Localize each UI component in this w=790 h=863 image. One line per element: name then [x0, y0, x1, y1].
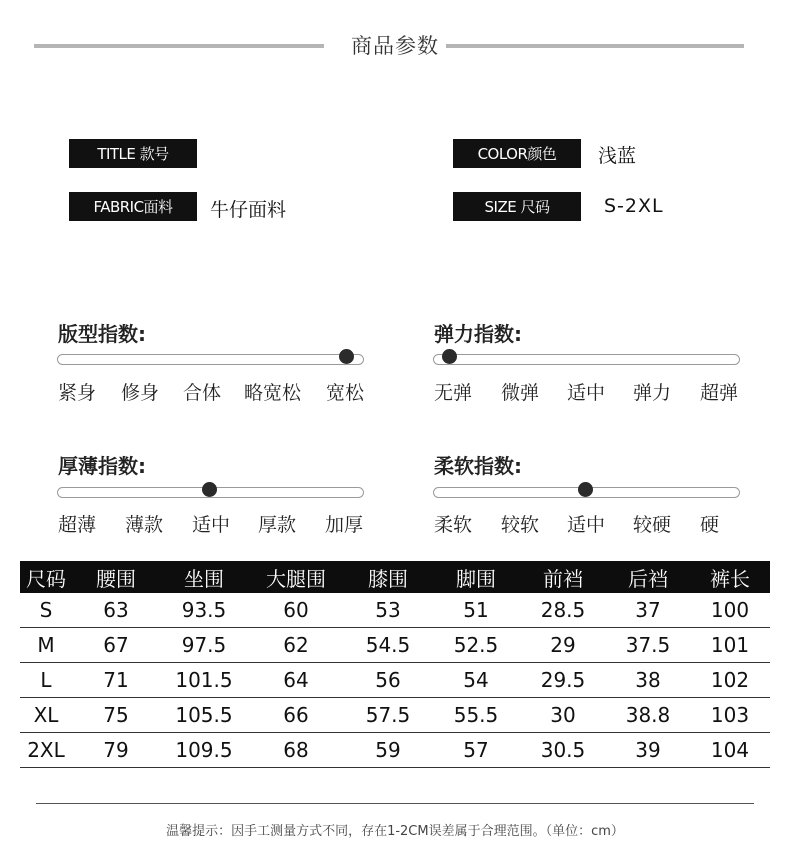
softness-label: 适中	[567, 514, 606, 536]
color-value: 浅蓝	[598, 145, 637, 167]
softness-index-title: 柔软指数:	[434, 454, 522, 478]
table-cell: 30.5	[520, 733, 606, 768]
table-header-cell: 裤长	[690, 561, 770, 593]
table-header-cell: 尺码	[20, 561, 72, 593]
elasticity-index-title: 弹力指数:	[434, 322, 522, 346]
softness-label: 硬	[700, 514, 720, 536]
thickness-label: 超薄	[58, 514, 97, 536]
table-cell: 104	[690, 733, 770, 768]
table-row	[20, 663, 770, 698]
table-cell: 39	[606, 733, 690, 768]
table-cell: 57.5	[344, 698, 432, 733]
table-cell: 2XL	[20, 733, 72, 768]
fabric-tag: FABRIC面料	[69, 192, 197, 221]
table-cell: 71	[72, 663, 160, 698]
table-cell: 37	[606, 593, 690, 628]
table-cell: 51	[432, 593, 520, 628]
table-cell: 64	[248, 663, 344, 698]
softness-label: 较硬	[633, 514, 672, 536]
table-cell: 101	[690, 628, 770, 663]
size-table	[20, 561, 770, 768]
table-cell: 28.5	[520, 593, 606, 628]
table-cell: 38.8	[606, 698, 690, 733]
table-cell: 105.5	[160, 698, 248, 733]
table-row	[20, 733, 770, 768]
page-title: 商品参数	[351, 34, 439, 58]
table-row	[20, 628, 770, 663]
header-line-right	[446, 44, 744, 48]
title-tag: TITLE 款号	[69, 139, 197, 168]
fit-label: 宽松	[326, 382, 365, 404]
table-cell: 59	[344, 733, 432, 768]
fit-index-track	[57, 354, 364, 365]
size-value: S-2XL	[604, 195, 664, 217]
table-cell: 37.5	[606, 628, 690, 663]
table-header-cell: 膝围	[344, 561, 432, 593]
table-cell: 53	[344, 593, 432, 628]
thickness-label: 加厚	[325, 514, 364, 536]
measurement-note: 温馨提示：因手工测量方式不同，存在1-2CM误差属于合理范围。（单位：cm）	[166, 824, 624, 839]
table-header-cell: 脚围	[432, 561, 520, 593]
fit-index-knob	[339, 349, 354, 364]
table-cell: L	[20, 663, 72, 698]
table-cell: 29.5	[520, 663, 606, 698]
thickness-index-title: 厚薄指数:	[58, 454, 146, 478]
elasticity-label: 无弹	[434, 382, 473, 404]
table-cell: M	[20, 628, 72, 663]
table-header-row	[20, 561, 770, 593]
table-cell: 109.5	[160, 733, 248, 768]
fabric-value: 牛仔面料	[210, 199, 287, 221]
table-cell: 56	[344, 663, 432, 698]
fit-label: 合体	[183, 382, 222, 404]
table-cell: 101.5	[160, 663, 248, 698]
table-cell: 67	[72, 628, 160, 663]
table-cell: 66	[248, 698, 344, 733]
table-cell: 102	[690, 663, 770, 698]
table-cell: 54.5	[344, 628, 432, 663]
size-tag: SIZE 尺码	[453, 192, 581, 221]
elasticity-label: 弹力	[633, 382, 672, 404]
table-cell: 75	[72, 698, 160, 733]
table-cell: 29	[520, 628, 606, 663]
table-cell: 100	[690, 593, 770, 628]
table-header-cell: 大腿围	[248, 561, 344, 593]
thickness-label: 厚款	[258, 514, 297, 536]
table-cell: 60	[248, 593, 344, 628]
thickness-label: 适中	[192, 514, 231, 536]
softness-label: 柔软	[434, 514, 473, 536]
thickness-index-knob	[202, 482, 217, 497]
fit-index-title: 版型指数:	[58, 322, 146, 346]
elasticity-index-knob	[442, 349, 457, 364]
table-cell: 55.5	[432, 698, 520, 733]
table-cell: 38	[606, 663, 690, 698]
table-row	[20, 593, 770, 628]
table-cell: 79	[72, 733, 160, 768]
table-cell: 93.5	[160, 593, 248, 628]
table-cell: 68	[248, 733, 344, 768]
table-header-cell: 腰围	[72, 561, 160, 593]
footer-divider	[36, 803, 754, 804]
table-header-cell: 前裆	[520, 561, 606, 593]
table-cell: 97.5	[160, 628, 248, 663]
fit-label: 略宽松	[244, 382, 302, 404]
thickness-label: 薄款	[125, 514, 164, 536]
fit-label: 修身	[121, 382, 160, 404]
table-header-cell: 后裆	[606, 561, 690, 593]
table-cell: XL	[20, 698, 72, 733]
table-cell: 54	[432, 663, 520, 698]
color-tag: COLOR颜色	[453, 139, 581, 168]
table-cell: 30	[520, 698, 606, 733]
table-cell: 62	[248, 628, 344, 663]
softness-index-knob	[578, 482, 593, 497]
table-header-cell: 坐围	[160, 561, 248, 593]
table-cell: 63	[72, 593, 160, 628]
softness-label: 较软	[501, 514, 540, 536]
elasticity-index-track	[433, 354, 740, 365]
table-cell: 52.5	[432, 628, 520, 663]
elasticity-label: 适中	[567, 382, 606, 404]
elasticity-label: 微弹	[501, 382, 540, 404]
table-row	[20, 698, 770, 733]
elasticity-label: 超弹	[700, 382, 739, 404]
fit-label: 紧身	[58, 382, 97, 404]
table-cell: 57	[432, 733, 520, 768]
table-cell: 103	[690, 698, 770, 733]
table-cell: S	[20, 593, 72, 628]
